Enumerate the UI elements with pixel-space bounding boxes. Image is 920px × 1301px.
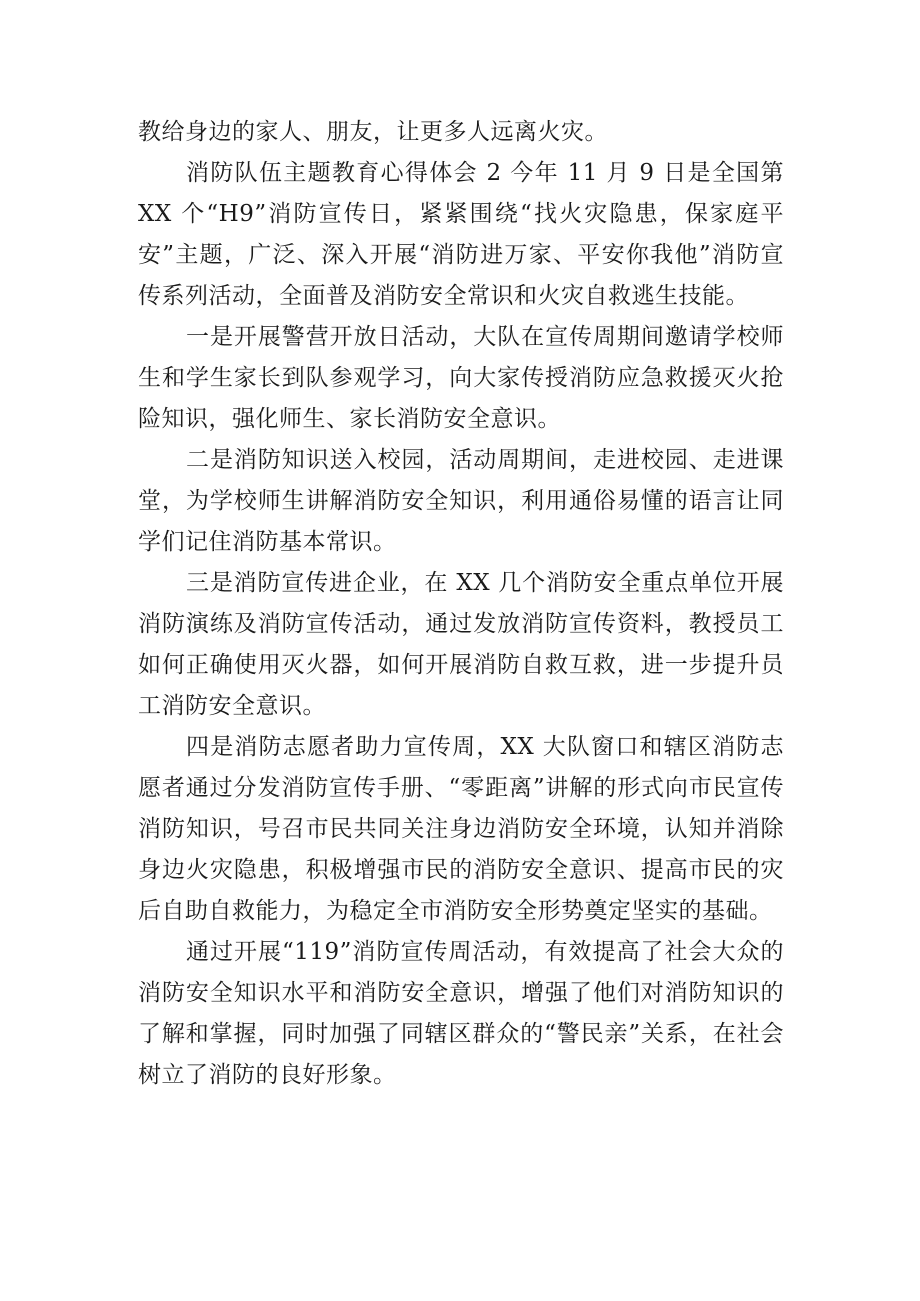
paragraph-continuation: 教给身边的家人、朋友，让更多人远离火灾。 xyxy=(138,119,608,145)
paragraph-conclusion: 通过开展“119”消防宣传周活动，有效提高了社会大众的消防安全知识水平和消防安全意识，增强了他们对消防知识的了解和掌握，同时加强了同辖区群众的“警民亲”关系，在社会树立了消防的良好形象。 xyxy=(138,939,784,1088)
paragraph-item-2: 二是消防知识送入校园，活动周期间，走进校园、走进课堂，为学校师生讲解消防安全知识，利用通俗易懂的语言让同学们记住消防基本常识。 xyxy=(138,447,784,555)
paragraph-item-4: 四是消防志愿者助力宣传周，XX 大队窗口和辖区消防志愿者通过分发消防宣传手册、“零距离”讲解的形式向市民宣传消防知识，号召市民共同关注身边消防安全环境，认知并消除身边火灾隐患，积极增强市民的消防安全意识、提高市民的灾后自助自救能力，为稳定全市消防安全形势奠定坚实的基础。 xyxy=(138,734,784,924)
paragraph-item-1: 一是开展警营开放日活动，大队在宣传周期间邀请学校师生和学生家长到队参观学习，向大家传授消防应急救援灭火抢险知识，强化师生、家长消防安全意识。 xyxy=(138,324,784,432)
document-body xyxy=(138,112,784,1096)
paragraph-item-3: 三是消防宣传进企业，在 XX 几个消防安全重点单位开展消防演练及消防宣传活动，通过发放消防宣传资料，教授员工如何正确使用灭火器，如何开展消防自救互救，进一步提升员工消防安全意识。 xyxy=(138,570,784,719)
paragraph-intro: 消防队伍主题教育心得体会 2 今年 11 月 9 日是全国第 XX 个“H9”消防宣传日，紧紧围绕“找火灾隐患，保家庭平安”主题，广泛、深入开展“消防进万家、平安你我他”消防宣传系列活动，全面普及消防安全常识和火灾自救逃生技能。 xyxy=(138,160,784,309)
